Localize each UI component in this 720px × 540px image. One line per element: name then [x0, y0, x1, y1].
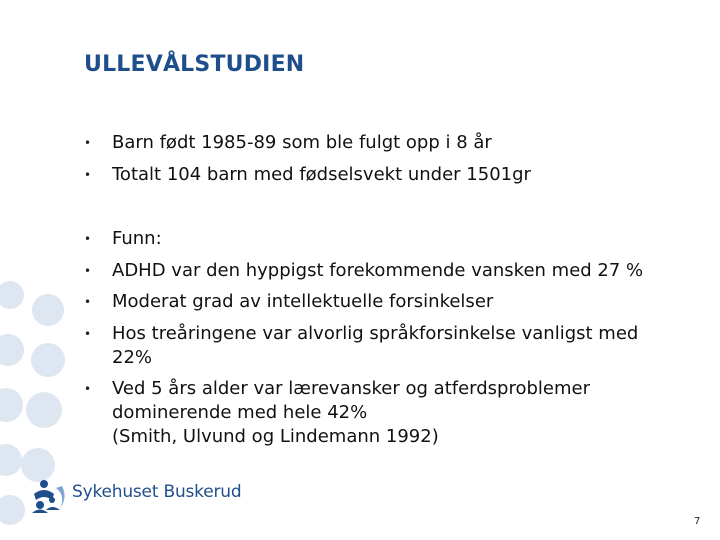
list-item-text: Funn: [112, 228, 162, 249]
bullet: • [84, 382, 92, 396]
bullet: • [84, 167, 92, 182]
slide-title: ULLEVÅLSTUDIEN [84, 52, 305, 77]
bullet: • [84, 295, 92, 309]
list-item-text: Hos treåringene var alvorlig språkforsinkelse vanligst med 22% [112, 322, 639, 368]
list-item [84, 259, 684, 283]
list-item [84, 290, 684, 314]
intro-list [84, 131, 684, 194]
list-item [84, 322, 684, 370]
list-item [84, 227, 684, 251]
list-item [84, 377, 684, 449]
bullet: • [84, 326, 92, 341]
bullet: • [84, 136, 92, 150]
list-item-text: Barn født 1985-89 som ble fulgt opp i 8 år [112, 132, 492, 153]
page-number: 7 [694, 516, 701, 527]
list-item-text: Moderat grad av intellektuelle forsinkelser [112, 291, 494, 312]
list-item-text: ADHD var den hyppigst forekommende vansken med 27 % [112, 259, 644, 281]
list-item-text: Totalt 104 barn med fødselsvekt under 1501gr [112, 163, 531, 185]
list-item-text: Ved 5 års alder var lærevansker og atferdsproblemer dominerende med hele 42% [112, 378, 591, 423]
list-item [84, 163, 684, 187]
logo-text: Sykehuset Buskerud [72, 482, 242, 502]
bullet: • [84, 263, 92, 278]
findings-list [84, 227, 684, 457]
bullet: • [84, 232, 92, 246]
source-citation: (Smith, Ulvund og Lindemann 1992) [112, 426, 439, 447]
list-item [84, 131, 684, 155]
